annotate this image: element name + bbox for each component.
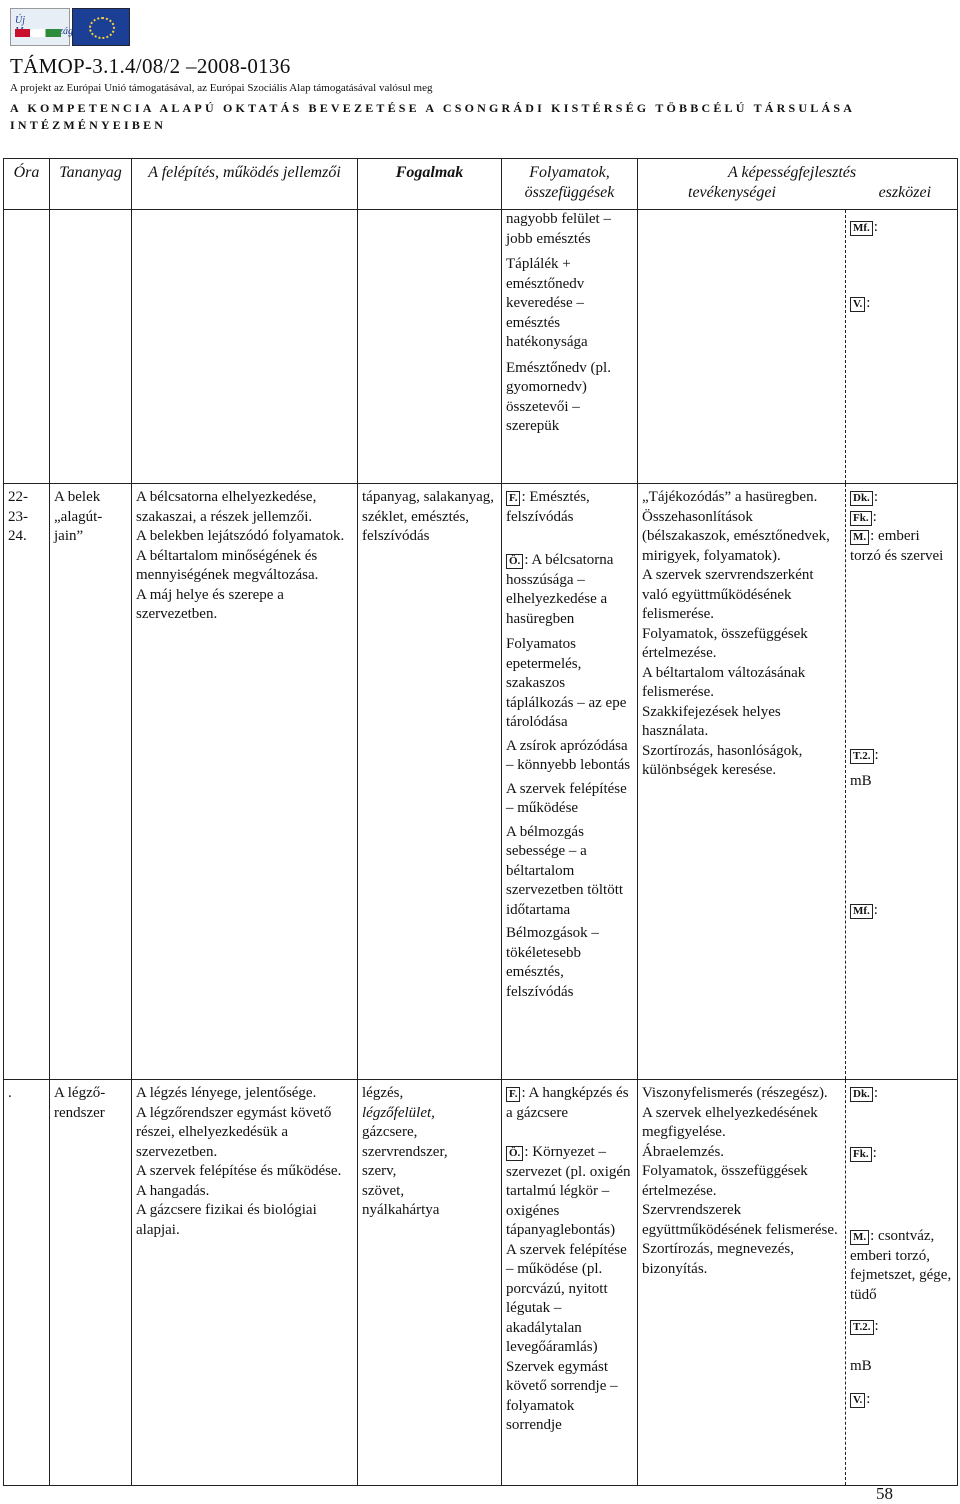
list-item: A légzőrendszer egymást követő részei, elhelyezkedésük a szervezetben. xyxy=(136,1104,332,1160)
list-item: Ábraelemzés. xyxy=(642,1143,725,1160)
list-item: légzés, xyxy=(362,1085,404,1101)
label-box: Ö. xyxy=(506,1146,523,1161)
table-row xyxy=(4,484,958,1080)
list-item: Szortírozás, megnevezés, bizonyítás. xyxy=(642,1241,795,1277)
col-ora: Óra xyxy=(4,159,50,210)
eu-flag-icon xyxy=(72,8,130,46)
list-item: szerv, xyxy=(362,1163,397,1179)
list-item: F. : Emésztés, felszívódás xyxy=(506,489,590,525)
tool-item: V. : xyxy=(850,294,953,314)
label-box: M. xyxy=(850,530,869,545)
list-item: szövet, xyxy=(362,1182,405,1199)
col-felepites: A felépítés, működés jellemzői xyxy=(132,159,358,210)
list-item: A máj helye és szerepe a szervezetben. xyxy=(136,586,284,622)
list-item: Szervrendszerek együttműködésének felismerése. xyxy=(642,1202,838,1238)
col-tananyag: Tananyag xyxy=(50,159,132,210)
list-item: szervrendszer, xyxy=(362,1143,448,1160)
list-item: Táplálék + emésztőnedv keveredése – emésztés hatékonysága xyxy=(506,256,588,350)
list-item: A belekben lejátszódó folyamatok. xyxy=(136,528,345,544)
project-subtitle: A projekt az Európai Unió támogatásával, az Európai Szociális Alap támogatásával valósul meg xyxy=(10,82,433,94)
cell-eszkozei xyxy=(846,1080,958,1486)
cell-felepites xyxy=(132,484,358,1080)
list-item: A zsírok aprózódása – könnyebb lebontás xyxy=(506,737,631,773)
list-item: légzőfelület, xyxy=(362,1104,435,1121)
list-item: Viszonyfelismerés (részegész). xyxy=(642,1085,828,1101)
tool-item: Fk. : xyxy=(850,508,953,528)
cell-fogalmak: tápanyag, salakanyag, széklet, emésztés, felszívódás xyxy=(358,484,502,1080)
tool-item: Dk. : xyxy=(850,488,953,508)
col-folyamatok: Folyamatok, összefüggések xyxy=(502,159,638,210)
table-row xyxy=(4,1080,958,1486)
cell-fogalmak xyxy=(358,1080,502,1486)
project-code: TÁMOP-3.1.4/08/2 –2008-0136 xyxy=(10,54,291,78)
list-item: Szervek egymást követő sorrendje – folyamatok sorrendje xyxy=(506,1358,618,1433)
list-item: A béltartalom minőségének és mennyiségének megváltozása. xyxy=(136,547,319,583)
cell-folyamatok xyxy=(502,1080,638,1486)
cell-tananyag: A belek „alagút-jain” xyxy=(50,484,132,1080)
tool-item: M. : csontváz, emberi torzó, fejmetszet, gége, tüdő xyxy=(850,1228,952,1303)
label-box: V. xyxy=(850,297,865,312)
tool-item: V. : xyxy=(850,1390,953,1410)
list-item: gázcsere, xyxy=(362,1124,418,1140)
uj-magyarorszag-logo-icon: Új xyxy=(10,8,70,46)
cell-eszkozei xyxy=(846,484,958,1080)
list-item: A gázcsere fizikai és biológiai alapjai. xyxy=(136,1202,317,1238)
list-item: Szortírozás, hasonlóságok, különbségek keresése. xyxy=(642,742,803,778)
label-box: Dk. xyxy=(850,1087,873,1102)
cell-ora: . xyxy=(4,1080,50,1486)
cell-tevekenysegei xyxy=(638,1080,846,1486)
list-item: A béltartalom változásának felismerése. xyxy=(642,664,806,700)
label-box: Dk. xyxy=(850,491,873,506)
tool-item: mB xyxy=(850,772,872,789)
cell-eszkozei xyxy=(846,210,958,484)
label-box: F. xyxy=(506,1087,520,1102)
list-item: Ö. : Környezet – szervezet (pl. oxigén tartalmú légkör – oxigénes tápanyaglebontás) xyxy=(506,1144,631,1238)
label-box: Fk. xyxy=(850,1147,872,1162)
list-item: nagyobb felület – jobb emésztés xyxy=(506,211,611,247)
list-item: Emésztőnedv (pl. gyomornedv) összetevői – szerepük xyxy=(506,359,611,434)
label-box: M. xyxy=(850,1230,869,1245)
tool-item: mB xyxy=(850,1357,872,1374)
list-item: A szervek elhelyezkedésének megfigyelése. xyxy=(642,1104,818,1140)
label-box: Mf. xyxy=(850,904,873,919)
curriculum-table xyxy=(3,158,958,1486)
list-item: Ö. : A bélcsatorna hosszúsága – elhelyezkedése a hasüregben xyxy=(506,552,614,627)
label-box: T.2. xyxy=(850,1320,874,1335)
cell-tevekenysegei xyxy=(638,484,846,1080)
list-item: Folyamatok, összefüggések értelmezése. xyxy=(642,625,808,661)
list-item: „Tájékozódás” a hasüregben. xyxy=(642,489,818,505)
list-item: nyálkahártya xyxy=(362,1202,440,1218)
label-box: Mf. xyxy=(850,221,873,236)
eu-logo xyxy=(10,4,128,48)
list-item: Szakkifejezések helyes használata. xyxy=(642,703,781,739)
list-item: Folyamatos epetermelés, szakaszos táplálkozás – az epe tárolódása xyxy=(506,636,627,730)
table-header-row xyxy=(4,159,958,210)
list-item: Folyamatok, összefüggések értelmezése. xyxy=(642,1163,808,1199)
label-box: V. xyxy=(850,1393,865,1408)
tool-item: Fk. : xyxy=(850,1144,953,1164)
list-item: A bélmozgás sebessége – a béltartalom szervezetben töltött időtartama xyxy=(506,823,624,918)
list-item: A szervek szervrendszerként való együttműködésének felismerése. xyxy=(642,567,814,622)
cell-ora: 22-23-24. xyxy=(4,484,50,1080)
tool-item: Mf. : xyxy=(850,218,953,238)
list-item: A szervek felépítése és működése. xyxy=(136,1163,342,1179)
page-number: 58 xyxy=(876,1484,893,1503)
label-box: Ö. xyxy=(506,554,523,569)
cell-tananyag: A légző-rendszer xyxy=(50,1080,132,1486)
list-item: Bélmozgások – tökéletesebb emésztés, felszívódás xyxy=(506,925,599,1000)
list-item: A bélcsatorna elhelyezkedése, szakaszai, a részek jellemzői. xyxy=(136,489,317,525)
label-box: F. xyxy=(506,491,520,506)
tool-item: T.2. : xyxy=(850,1317,953,1337)
col-kepesseg: A képességfejlesztés tevékenységei eszközei xyxy=(638,159,958,210)
label-box: T.2. xyxy=(850,749,874,764)
cell-felepites xyxy=(132,1080,358,1486)
list-item: A szervek felépítése – működése xyxy=(506,780,627,816)
document-title: A KOMPETENCIA ALAPÚ OKTATÁS BEVEZETÉSE A CSONGRÁDI KISTÉRSÉG TÖBBCÉLÚ TÁRSULÁSA INTÉZMÉNYEIBEN xyxy=(10,101,856,132)
table-row xyxy=(4,210,958,484)
list-item: A hangadás. xyxy=(136,1182,210,1199)
tool-item: Dk. : xyxy=(850,1084,953,1104)
list-item: F. : A hangképzés és a gázcsere xyxy=(506,1085,629,1121)
col-fogalmak: Fogalmak xyxy=(358,159,502,210)
tool-item: M. : emberi torzó és szervei xyxy=(850,528,944,564)
tool-item: Mf. : xyxy=(850,901,953,921)
cell-folyamatok xyxy=(502,484,638,1080)
list-item: A szervek felépítése – működése (pl. porcvázú, nyitott légutak – akadálytalan levegőáramlás) xyxy=(506,1241,627,1355)
cell-folyamatok xyxy=(502,210,638,484)
tool-item: T.2. : xyxy=(850,746,953,766)
list-item: A légzés lényege, jelentősége. xyxy=(136,1085,317,1101)
list-item: Összehasonlítások (bélszakaszok, emésztőnedvek, mirigyek, folyamatok). xyxy=(642,508,830,564)
label-box: Fk. xyxy=(850,511,872,526)
